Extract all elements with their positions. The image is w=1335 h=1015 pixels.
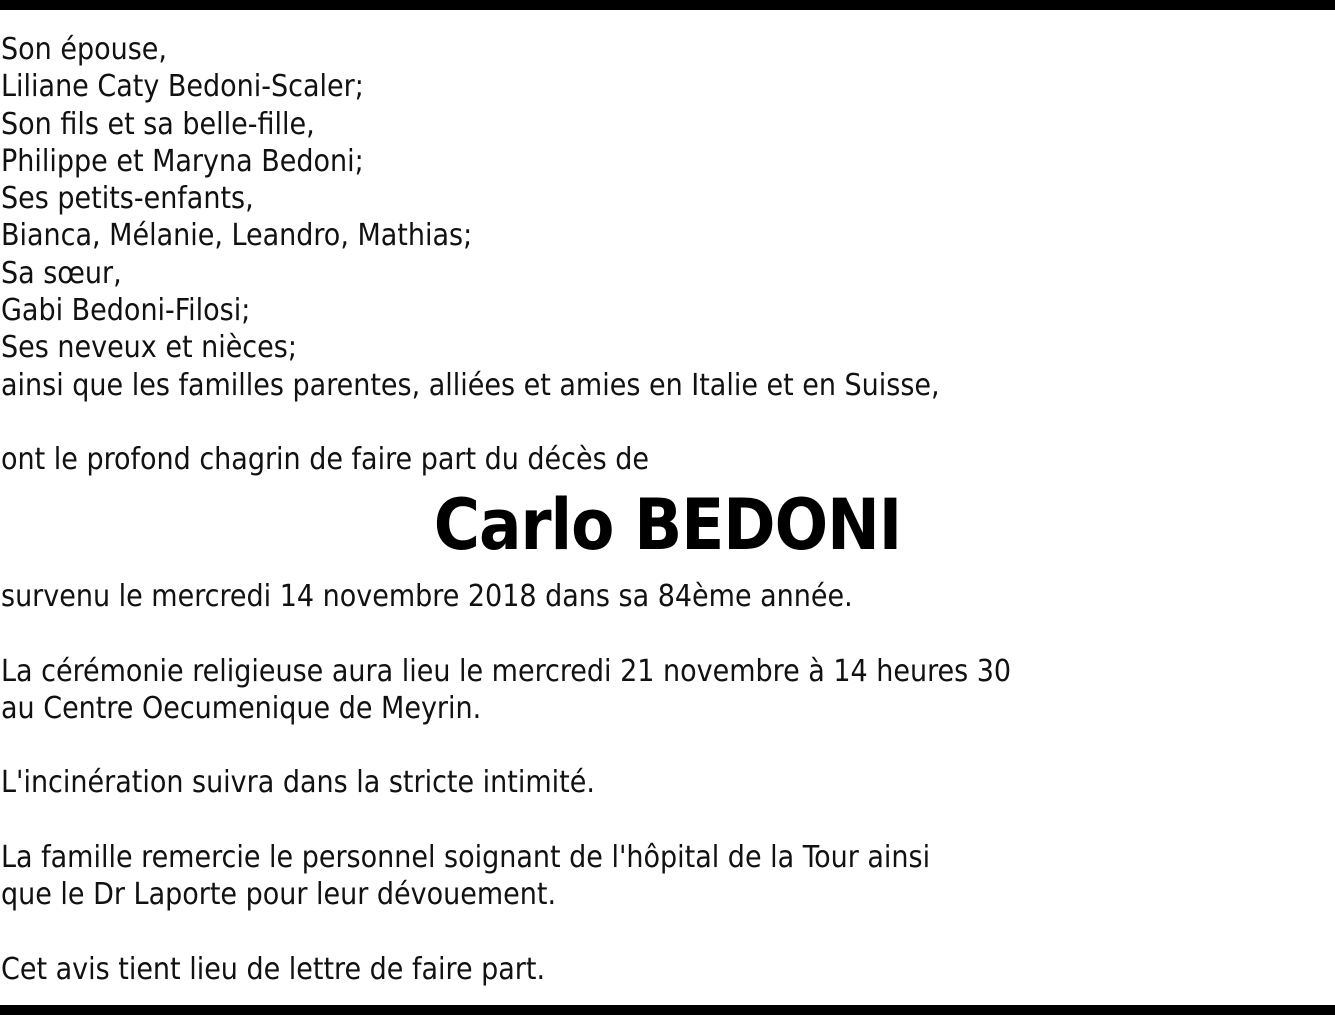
spacer — [1, 615, 1331, 652]
family-section — [1, 31, 1331, 479]
family-line: Gabi Bedoni-Filosi; — [1, 293, 251, 329]
family-line: Philippe et Maryna Bedoni; — [1, 143, 364, 179]
closing-text: Cet avis tient lieu de lettre de faire part. — [1, 951, 546, 987]
family-line: Ses neveux et nièces; — [1, 330, 297, 366]
family-line: Bianca, Mélanie, Leandro, Mathias; — [1, 218, 473, 254]
family-line: ainsi que les familles parentes, alliées et amies en Italie et en Suisse, — [1, 367, 940, 403]
spacer — [1, 727, 1331, 764]
details-section — [1, 578, 1331, 988]
family-line: Liliane Caty Bedoni-Scaler; — [1, 69, 364, 105]
family-line: Son fils et sa belle-fille, — [1, 106, 315, 142]
announcement-text: ont le profond chagrin de faire part du décès de — [1, 442, 650, 478]
spacer — [1, 802, 1331, 839]
bottom-border-rule — [0, 1005, 1335, 1015]
cremation-text: L'incinération suivra dans la stricte intimité. — [1, 765, 595, 801]
family-line: Ses petits-enfants, — [1, 181, 254, 217]
ceremony-line-2: au Centre Oecumenique de Meyrin. — [1, 690, 482, 726]
spacer — [1, 914, 1331, 951]
thanks-line-1: La famille remercie le personnel soignant de l'hôpital de la Tour ainsi — [1, 840, 931, 876]
deceased-name: Carlo BEDONI — [433, 484, 902, 566]
spacer — [1, 404, 1331, 441]
top-border-rule — [0, 0, 1335, 10]
thanks-line-2: que le Dr Laporte pour leur dévouement. — [1, 877, 557, 913]
ceremony-line-1: La cérémonie religieuse aura lieu le mercredi 21 novembre à 14 heures 30 — [1, 653, 1012, 689]
family-line: Sa sœur, — [1, 255, 122, 291]
death-info: survenu le mercredi 14 novembre 2018 dans sa 84ème année. — [1, 579, 853, 614]
family-line: Son épouse, — [1, 32, 167, 67]
